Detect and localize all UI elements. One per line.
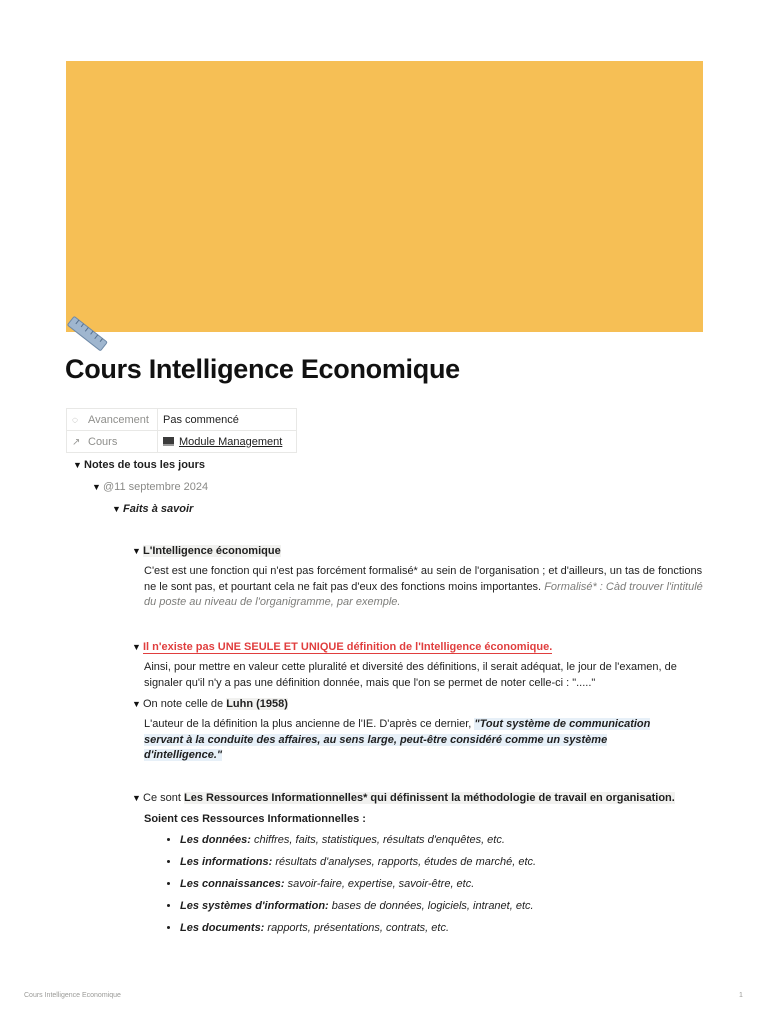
date-mention[interactable]: @11 septembre 2024: [103, 481, 209, 493]
arrow-up-right-icon: ↗: [72, 436, 81, 448]
page-title: Cours Intelligence Economique: [65, 354, 460, 384]
luhn-quote: "Tout système de communication servant à la conduite des affaires, au sens large, peut-être considéré comme un système d'intelligence.": [144, 718, 651, 761]
ressources-list: [162, 833, 536, 943]
toggle-ressources[interactable]: ▼ Ce sont Les Ressources Informationnelles* qui définissent la méthodologie de travail en organisation.: [132, 792, 675, 804]
ressources-subtitle: Soient ces Ressources Informationnelles :: [144, 813, 366, 825]
footer-page-number: 1: [739, 992, 743, 999]
cover-image: [66, 61, 703, 332]
toggle-definition[interactable]: ▼ Il n'existe pas UNE SEULE ET UNIQUE définition de l'Intelligence économique.: [132, 641, 553, 653]
list-item: • Les données: chiffres, faits, statistiques, résultats d'enquêtes, etc.: [180, 833, 536, 855]
toggle-faits[interactable]: ▼ Faits à savoir: [112, 503, 194, 515]
status-value[interactable]: Pas commencé: [158, 409, 297, 431]
toggle-triangle-icon[interactable]: ▼: [132, 699, 141, 709]
toggle-date[interactable]: [92, 480, 208, 495]
properties-table: [66, 408, 297, 453]
loader-icon: ◌: [72, 414, 78, 426]
definition-paragraph: Ainsi, pour mettre en valeur cette pluralité et diversité des définitions, il serait adéquat, le jour de l'examen, de signaler qu'il n'y a pas une définition donnée, mais que l'on se permet de noter celle-ci : ".....": [144, 661, 677, 689]
list-item: • Les documents: rapports, présentations, contrats, etc.: [180, 921, 536, 943]
toggle-luhn[interactable]: ▼ On note celle de Luhn (1958): [132, 698, 288, 710]
toggle-triangle-icon[interactable]: ▼: [132, 793, 141, 803]
formalise-note: Formalisé* : Càd trouver l'intitulé du poste au niveau de l'organigramme, par exemple.: [144, 580, 703, 608]
property-row-cours[interactable]: [67, 431, 297, 453]
course-link[interactable]: Module Management: [179, 435, 283, 448]
toggle-triangle-icon[interactable]: ▼: [132, 642, 141, 652]
list-item: • Les systèmes d'information: bases de données, logiciels, intranet, etc.: [180, 899, 536, 921]
toggle-triangle-icon[interactable]: ▼: [112, 504, 121, 514]
ruler-icon: [64, 313, 110, 355]
property-key: Cours: [88, 435, 118, 448]
list-item: • Les connaissances: savoir-faire, expertise, savoir-être, etc.: [180, 877, 536, 899]
footer-title: Cours Intelligence Economique: [24, 992, 121, 999]
luhn-paragraph: L'auteur de la définition la plus ancienne de l'IE. D'après ce dernier, "Tout système de communication servant à la conduite des affaires, au sens large, peut-être considéré comme un système d'intelligence.": [144, 718, 651, 761]
ie-paragraph: C'est est une fonction qui n'est pas forcément formalisé* au sein de l'organisation ; et d'ailleurs, un tas de fonctions ne le sont pas, et pourtant cela ne fait pas d'eux des fonctions moins importantes. Formalisé* : Càd trouver l'intitulé du poste au niveau de l'organigramme, par exemple.: [144, 565, 703, 608]
toggle-triangle-icon[interactable]: ▼: [92, 482, 101, 492]
property-row-avancement[interactable]: [67, 409, 297, 431]
property-key: Avancement: [88, 413, 149, 426]
laptop-icon: [163, 437, 174, 446]
toggle-triangle-icon[interactable]: ▼: [132, 546, 141, 556]
toggle-triangle-icon[interactable]: ▼: [73, 460, 82, 470]
toggle-notes[interactable]: ▼ Notes de tous les jours: [73, 459, 206, 471]
toggle-ie[interactable]: ▼ L'Intelligence économique: [132, 545, 281, 557]
list-item: • Les informations: résultats d'analyses, rapports, études de marché, etc.: [180, 855, 536, 877]
